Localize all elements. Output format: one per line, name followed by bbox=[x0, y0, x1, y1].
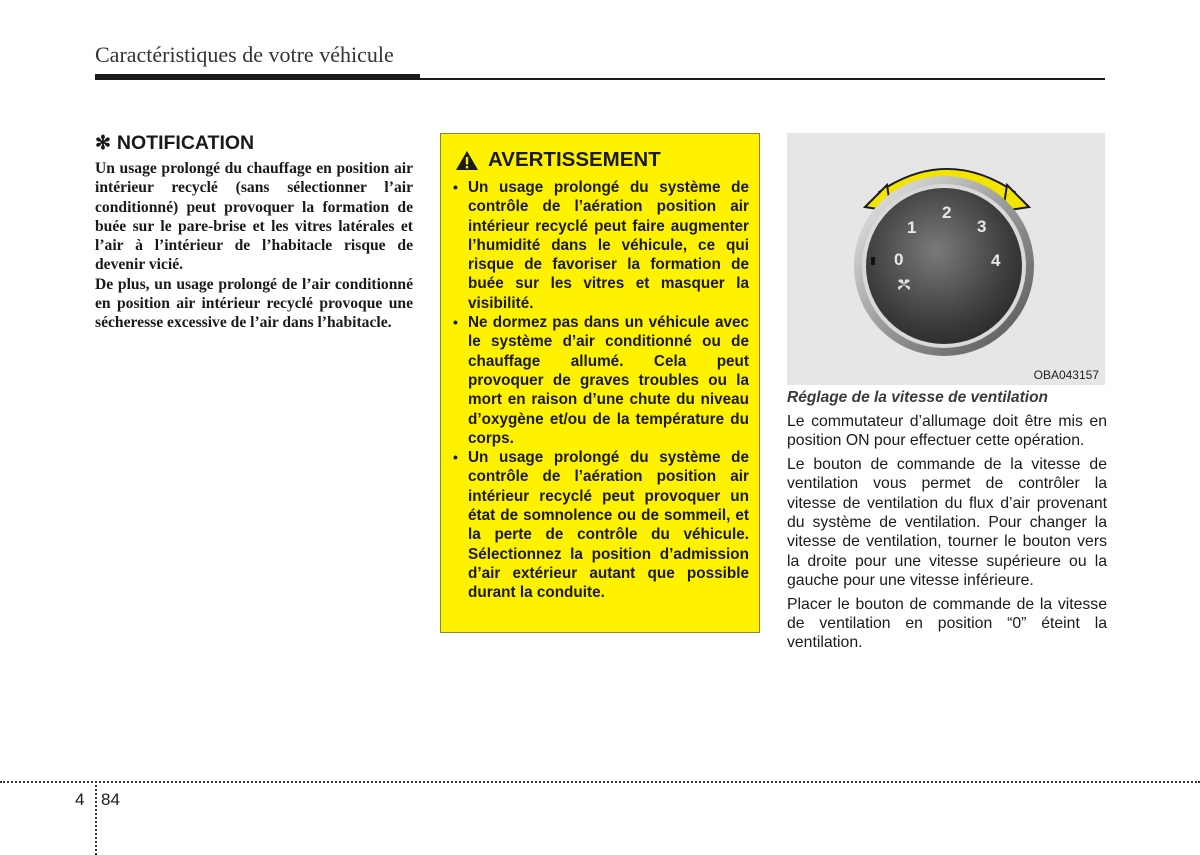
dial-label-4: 4 bbox=[991, 251, 1001, 270]
figure-code: OBA043157 bbox=[1033, 368, 1099, 382]
figure-caption: Réglage de la vitesse de ventilation bbox=[787, 389, 1049, 406]
body-paragraph: Placer le bouton de commande de la vitesse de ventilation en position “0” éteint la ventilation. bbox=[787, 595, 1107, 652]
dial-label-0: 0 bbox=[894, 250, 904, 269]
body-paragraph: Le commutateur d’allumage doit être mis en position ON pour effectuer cette opération. bbox=[787, 413, 1107, 450]
warning-list bbox=[451, 178, 749, 603]
dial-label-2: 2 bbox=[942, 203, 952, 222]
warning-item: • Ne dormez pas dans un véhicule avec le système d’air conditionné ou de chauffage allumé. Cela peut provoquer de graves troubles ou la mort en raison d’une chute du niveau d’oxygène et/ou de la température du corps. bbox=[451, 313, 749, 448]
body-text bbox=[787, 412, 1107, 657]
notification-paragraph: Un usage prolongé du chauffage en position air intérieur recyclé (sans sélectionner l’air conditionné) peut provoquer la formation de buée sur le pare-brise et les vitres latérales et l’air à l’intérieur de l’habitacle risque de devenir vicié. bbox=[95, 160, 413, 274]
fan-speed-knob-figure bbox=[787, 133, 1105, 385]
page-number: 84 bbox=[101, 790, 120, 809]
warning-item: • Un usage prolongé du système de contrôle de l’aération position air intérieur recyclé peut faire augmenter l’humidité dans le véhicule, ce qui risque de favoriser la formation de buée sur les vitres et masquer la visibilité. bbox=[451, 178, 749, 313]
asterisk-icon: ✻ bbox=[95, 133, 111, 154]
body-paragraph: Le bouton de commande de la vitesse de ventilation vous permet de contrôler la vitesse de ventilation du flux d’air provenant du système de ventilation. Pour changer la vitesse de ventilation, tourner le bouton vers la droite pour une vitesse supérieure ou la gauche pour une vitesse inférieure. bbox=[787, 455, 1107, 590]
dial-label-1: 1 bbox=[907, 218, 917, 237]
notification-paragraph: De plus, un usage prolongé de l’air conditionné en position air intérieur recyclé provoque une sécheresse excessive de l’air dans l’habitacle. bbox=[95, 275, 413, 332]
fan-icon bbox=[896, 278, 912, 292]
chapter-number: 4 bbox=[75, 790, 85, 809]
warning-title: AVERTISSEMENT bbox=[488, 148, 661, 171]
notification-heading bbox=[95, 132, 413, 155]
warning-item: • Un usage prolongé du système de contrôle de l’aération position air intérieur recyclé peut provoquer un état de somnolence ou de sommeil, et la perte de contrôle du véhicule. Sélectionnez la position d’admission d’air extérieur autant que possible durant la conduite. bbox=[451, 448, 749, 602]
page-header-title: Caractéristiques de votre véhicule bbox=[95, 42, 394, 67]
fan-speed-knob-illustration bbox=[787, 133, 1105, 385]
footer-divider bbox=[95, 781, 97, 855]
warning-triangle-icon bbox=[455, 150, 479, 171]
notification-title: NOTIFICATION bbox=[116, 132, 255, 154]
warning-box bbox=[440, 133, 760, 633]
header-rule bbox=[95, 78, 1105, 80]
dial-label-3: 3 bbox=[977, 217, 987, 236]
warning-header bbox=[455, 148, 749, 172]
notification-section bbox=[95, 132, 413, 333]
footer-rule bbox=[0, 781, 1200, 783]
